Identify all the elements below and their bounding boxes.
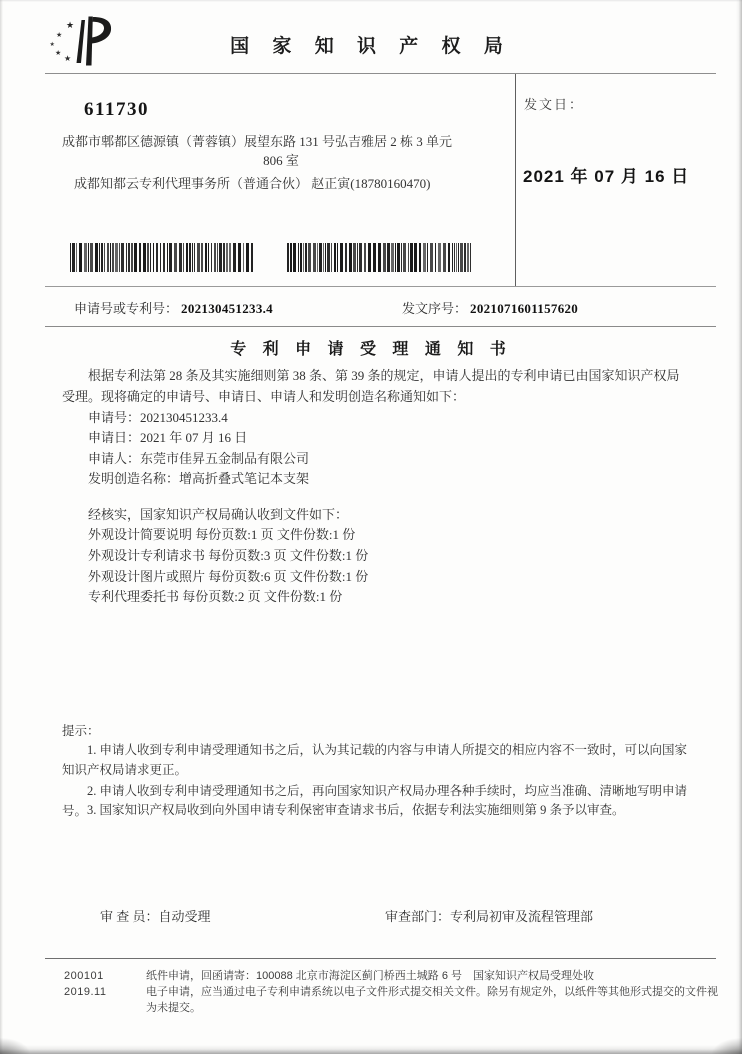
footer-form-version: 2019.11: [64, 986, 107, 998]
received-doc-item: 专利代理委托书 每份页数:2 页 文件份数:1 份: [88, 589, 343, 604]
department-pair: [385, 906, 593, 925]
tip-item-3: 3. 国家知识产权局收到向外国申请专利保密审查请求书后，依据专利法实施细则第 9 条予以审查。: [87, 803, 625, 817]
field-application-date: 申请日：2021 年 07 月 16 日: [88, 430, 248, 445]
svg-text:★: ★: [49, 42, 55, 48]
barcode-right: [287, 243, 473, 272]
recipient-address-line2: 806 室: [263, 153, 299, 168]
notice-paragraph: 根据专利法第 28 条及其实施细则第 38 条、第 39 条的规定，申请人提出的专利申请已由国家知识产权局受理。现将确定的申请号、申请日、申请人和发明创造名称通知如下：: [62, 368, 680, 404]
postal-code: 611730: [84, 99, 149, 120]
scan-edge-left: [0, 0, 3, 1054]
serial-number-value: 2021071601157620: [470, 301, 579, 316]
field-applicant: 申请人：东莞市佳昇五金制品有限公司: [88, 451, 310, 466]
application-number-pair: [74, 298, 273, 317]
footer-divider: [45, 958, 716, 959]
application-number-label: 申请号或专利号：: [74, 301, 179, 316]
notice-title: 专 利 申 请 受 理 通 知 书: [230, 341, 512, 358]
recipient-address-line1: 成都市郫都区德源镇（菁蓉镇）展望东路 131 号弘吉雅居 2 栋 3 单元: [62, 134, 453, 149]
scan-edge-right: [736, 0, 742, 1054]
department-label: 审查部门：: [385, 909, 451, 924]
footer-electronic-filing-note: 电子申请，应当通过电子专利申请系统以电子文件形式提交相关文件。除另有规定外，以纸件等其他形式提交的文件视为未提交。: [146, 986, 718, 1014]
numbers-row-divider: [45, 326, 716, 327]
scan-corner-shadow-left: [0, 1038, 30, 1054]
application-number-value: 202130451233.4: [181, 301, 273, 316]
examiner-pair: [100, 906, 211, 925]
received-doc-item: 外观设计图片或照片 每份页数:6 页 文件份数:1 份: [88, 569, 369, 584]
agency-name-title: 国 家 知 识 产 权 局: [230, 36, 512, 57]
tips-label: 提示：: [62, 724, 100, 738]
received-documents-intro: 经核实，国家知识产权局确认收到文件如下：: [88, 507, 349, 522]
examiner-value: 自动受理: [158, 909, 211, 924]
examiner-label: 审 查 员：: [100, 909, 159, 924]
serial-number-pair: [402, 298, 578, 317]
footer-form-code: 200101: [64, 970, 104, 982]
scan-edge-bottom: [0, 1045, 742, 1054]
issue-date-label: 发文日：: [524, 97, 585, 112]
svg-text:★: ★: [56, 31, 63, 39]
serial-number-label: 发文序号：: [402, 301, 468, 316]
scan-edge-top: [0, 0, 742, 2]
field-application-number: 申请号：202130451233.4: [88, 410, 228, 425]
svg-text:★: ★: [66, 20, 75, 30]
mid-divider: [45, 286, 716, 287]
received-doc-item: 外观设计简要说明 每份页数:1 页 文件份数:1 份: [88, 527, 356, 542]
received-doc-item: 外观设计专利请求书 每份页数:3 页 文件份数:1 份: [88, 548, 369, 563]
department-value: 专利局初审及流程管理部: [450, 909, 594, 924]
tip-item-2: 2. 申请人收到专利申请受理通知书之后，再向国家知识产权局办理各种手续时，均应当准确、清晰地写明申请号。: [62, 784, 688, 818]
barcode-left: [70, 243, 255, 272]
svg-text:★: ★: [55, 49, 62, 57]
footer-paper-filing-note: 纸件申请，回函请寄：100088 北京市海淀区蓟门桥西土城路 6 号 国家知识产权局受理处收: [146, 970, 594, 982]
tip-item-1: 1. 申请人收到专利申请受理通知书之后，认为其记载的内容与申请人所提交的相应内容不一致时，可以向国家知识产权局请求更正。: [62, 743, 688, 777]
patent-agency-line: 成都知都云专利代理事务所（普通合伙） 赵正寅(18780160470): [74, 176, 431, 191]
date-box-divider: [515, 74, 516, 287]
header-divider: [45, 73, 716, 74]
scan-corner-shadow-right: [712, 1038, 742, 1054]
field-invention-title: 发明创造名称：增高折叠式笔记本支架: [88, 471, 310, 486]
issue-date-value: 2021 年 07 月 16 日: [523, 167, 690, 186]
svg-text:★: ★: [64, 54, 72, 63]
